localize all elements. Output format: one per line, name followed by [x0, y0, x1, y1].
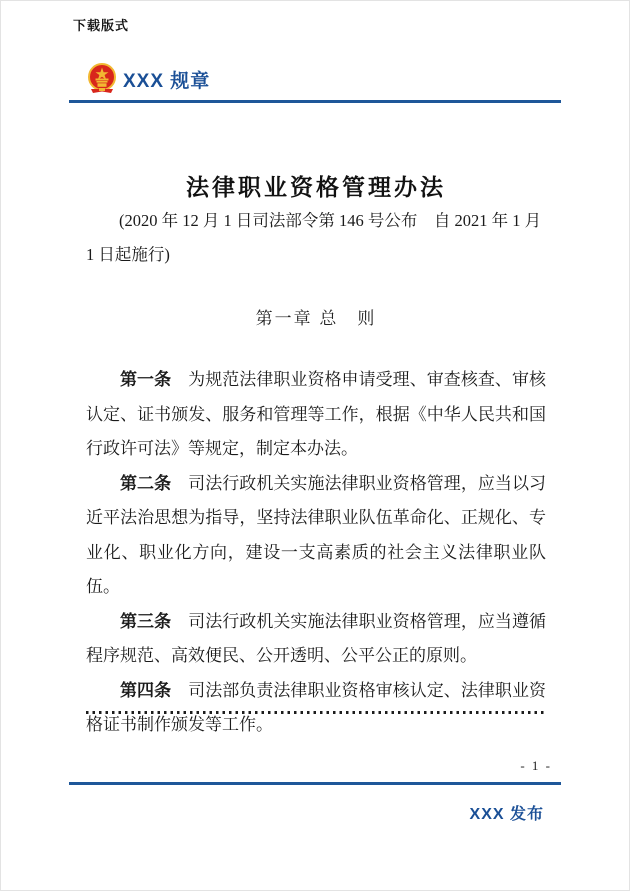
- article-text: 司法部负责法律职业资格审核认定、法律职业资格证书制作颁发等工作。: [86, 680, 546, 734]
- download-format-link[interactable]: 下载版式: [73, 18, 130, 33]
- article-paragraph: [86, 467, 546, 605]
- article-paragraph: [86, 363, 546, 467]
- article-label: 第一条: [120, 370, 172, 389]
- article-paragraph: [86, 605, 546, 674]
- document-title: 法律职业资格管理办法: [186, 175, 446, 200]
- article-text: 司法行政机关实施法律职业资格管理，应当遵循程序规范、高效便民、公开透明、公平公正的原则。: [86, 611, 546, 665]
- footer-divider: [69, 782, 561, 785]
- articles-body: [86, 363, 546, 743]
- page-header: [69, 59, 561, 99]
- article-label: 第二条: [120, 473, 172, 493]
- header-divider: [69, 100, 561, 103]
- dotted-divider: [86, 711, 546, 714]
- chapter-heading: 第一章 总 则: [255, 309, 377, 328]
- footer-publisher-label: XXX 发布: [469, 806, 544, 823]
- page-number: - 1 -: [520, 758, 552, 773]
- header-agency-label: XXX 规章: [123, 71, 211, 92]
- article-label: 第三条: [120, 611, 172, 631]
- promulgation-note: (2020 年 12 月 1 日司法部令第 146 号公布 自 2021 年 1 月 1 日起施行): [86, 211, 542, 264]
- article-text: 司法行政机关实施法律职业资格管理，应当以习近平法治思想为指导，坚持法律职业队伍革命化、正规化、专业化、职业化方向，建设一支高素质的社会主义法律职业队伍。: [86, 473, 546, 596]
- national-emblem-icon: [87, 63, 117, 95]
- article-text: 为规范法律职业资格申请受理、审查核查、审核认定、证书颁发、服务和管理等工作，根据《中华人民共和国行政许可法》等规定，制定本办法。: [86, 370, 546, 458]
- article-paragraph: [86, 674, 546, 743]
- article-label: 第四条: [120, 680, 172, 700]
